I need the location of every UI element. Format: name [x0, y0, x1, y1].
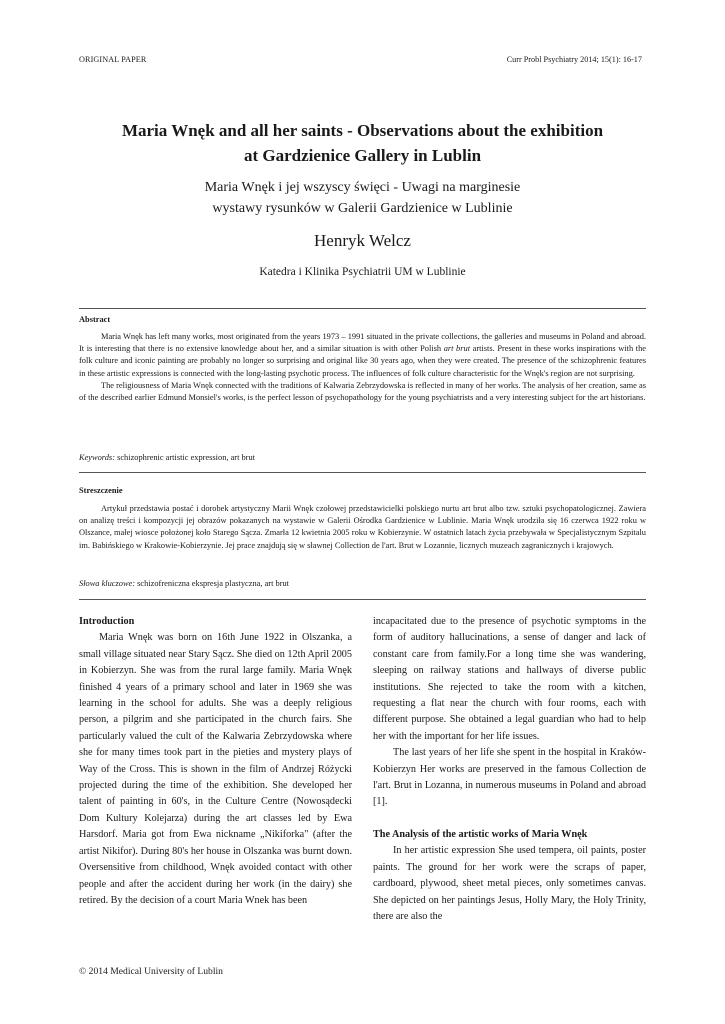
- introduction-heading: Introduction: [79, 616, 135, 627]
- subtitle-line-2: wystawy rysunków w Galerii Gardzienice w Lublinie: [212, 201, 513, 216]
- copyright-footer: © 2014 Medical University of Lublin: [79, 966, 223, 977]
- slowa-kluczowe: [79, 579, 289, 588]
- keywords-text: schizophrenic artistic expression, art brut: [114, 453, 255, 462]
- abstract-text-b: artists. Present in these works inspirations with the folk culture and iconic painting are probably no longer so surprising and original like 30 years ago, when they were created. The presence of the schizophrenic features in these artistic expressions is connected with the long-lasting psychotic process. The influences of folk culture characteristic for the Wnęk's region are not surprising.: [79, 344, 646, 378]
- abstract-text-a: Maria Wnęk has left many works, most originated from the years 1973 – 1991 situated in the private collections, the galleries and museums in Poland and abroad. It is interesting that there is no extensive knowledge about her, and a similar situation is with other Polish: [79, 332, 646, 354]
- right-column: [373, 614, 646, 925]
- right-paragraph-2: The last years of her life she spent in the hospital in Kraków-Kobierzyn Her works are preserved in the famous Collection de l'art. Brut in Lozanna, in numerous museums in Poland and abroad [1].: [373, 747, 646, 808]
- divider-abstract: [79, 472, 646, 473]
- paper-title: [60, 118, 665, 168]
- streszczenie-body: [79, 503, 646, 552]
- left-column: [79, 614, 352, 909]
- divider-bottom: [79, 599, 646, 600]
- section-gap: [373, 811, 646, 827]
- abstract-body: [79, 331, 646, 404]
- paper-subtitle: [60, 177, 665, 219]
- citation: Curr Probl Psychiatry 2014; 15(1): 16-17: [506, 55, 642, 64]
- author-name: Henryk Welcz: [314, 231, 411, 250]
- slowa-kluczowe-label: Słowa kluczowe:: [79, 579, 136, 588]
- abstract-heading: Abstract: [79, 315, 111, 324]
- subtitle-line-1: Maria Wnęk i jej wszyscy święci - Uwagi na marginesie: [204, 180, 521, 195]
- slowa-kluczowe-text: schizofreniczna ekspresja plastyczna, art brut: [135, 579, 289, 588]
- abstract-paragraph-1: [79, 331, 646, 380]
- introduction-paragraph: Maria Wnęk was born on 16th June 1922 in Olszanka, a small village situated near Stary Sącz. She died on 12th April 2005 in Kobierzyn. She was from the rural large family. Maria Wnęk finished 4 years of a primary school and later in 1969 she was learning in the school for adults. She was a deeply religious person, a pilgrim and she participated in the church fairs. She particularly valued the cult of the Kalwaria Zebrzydowska where she for many times took part in the pieties and mystery plays of Way of the Cross. This is shown in the film of Andrzej Różycki projected during the time of the exhibition. She developed her talent of painting in 60's, in the Culture Centre (Nowosądecki Dom Kultury Kolejarza) during the art classes led by Ewa Harsdorf. Maria got from Ewa nickname „Nikiforka" (after the artist Nikifor). During 80's her house in Olszanka was burnt down. Oversensitive from childhood, Wnęk avoided contact with other people and after the accident during her work (in the dairy) she retired. By the decision of a court Maria Wnek has been: [79, 632, 352, 906]
- divider-top: [79, 308, 646, 309]
- analysis-paragraph: In her artistic expression She used tempera, oil paints, poster paints. The ground for her work were the scraps of paper, cardboard, plywood, sheet metal pieces, only sometimes canvas. She depicted on her paintings Jesus, Holly Mary, the Holy Trinity, there are also the: [373, 845, 646, 922]
- analysis-heading: The Analysis of the artistic works of Maria Wnęk: [373, 828, 588, 840]
- right-paragraph-1: incapacitated due to the presence of psychotic symptoms in the form of auditory hallucinations, a sense of danger and lack of constant care from family.For a long time she was wandering, sleeping on railway stations and hallways of diverse public institutions. She rejected to take the room with a kitchen, requesting a flat near the church with four rooms, each with different purpose. She obtained a legal guardian who had to help her with the important for her life issues.: [373, 616, 646, 742]
- abstract-emphasis: art brut: [443, 344, 471, 354]
- keywords: [79, 453, 255, 462]
- journal-section-label: ORIGINAL PAPER: [79, 55, 147, 64]
- streszczenie-paragraph: Artykuł przedstawia postać i dorobek artystyczny Marii Wnęk czołowej przedstawicielki polskiego nurtu art brut albo tzw. sztuki psychopatologicznej. Zawiera on analizę treści i kompozycji jej obrazów pokazanych na wystawie w Galerii Ośrodka Gardzienice w Lublinie. Maria Wnęk urodziła się 16 czerwca 1922 roku w Olszance, małej wiosce położonej koło Starego Sącza. Zmarła 12 kwietnia 2005 roku w Kobierzynie. W ostatnich latach życia przebywała w Specjalistycznym Szpitalu im. Babińskiego w Krakowie-Kobierzynie. Jej prace znajdują się w sławnej Collection de l'art. Brut w Lozannie, licznych muzeach zagranicznych i krajowych.: [79, 504, 646, 550]
- streszczenie-heading: Streszczenie: [79, 486, 123, 495]
- title-line-1: Maria Wnęk and all her saints - Observations about the exhibition: [121, 121, 604, 140]
- abstract-paragraph-2: The religiousness of Maria Wnęk connected with the traditions of Kalwaria Zebrzydowska is reflected in many of her works. The analysis of her creation, same as of the described earlier Edmund Monsiel's works, is the perfect lesson of psychopathology for the young psychiatrists and a very interesting subject for the art historians.: [79, 380, 646, 403]
- title-line-2: at Gardzienice Gallery in Lublin: [243, 146, 482, 165]
- keywords-label: Keywords:: [79, 453, 115, 462]
- affiliation: Katedra i Klinika Psychiatrii UM w Lublinie: [259, 266, 466, 278]
